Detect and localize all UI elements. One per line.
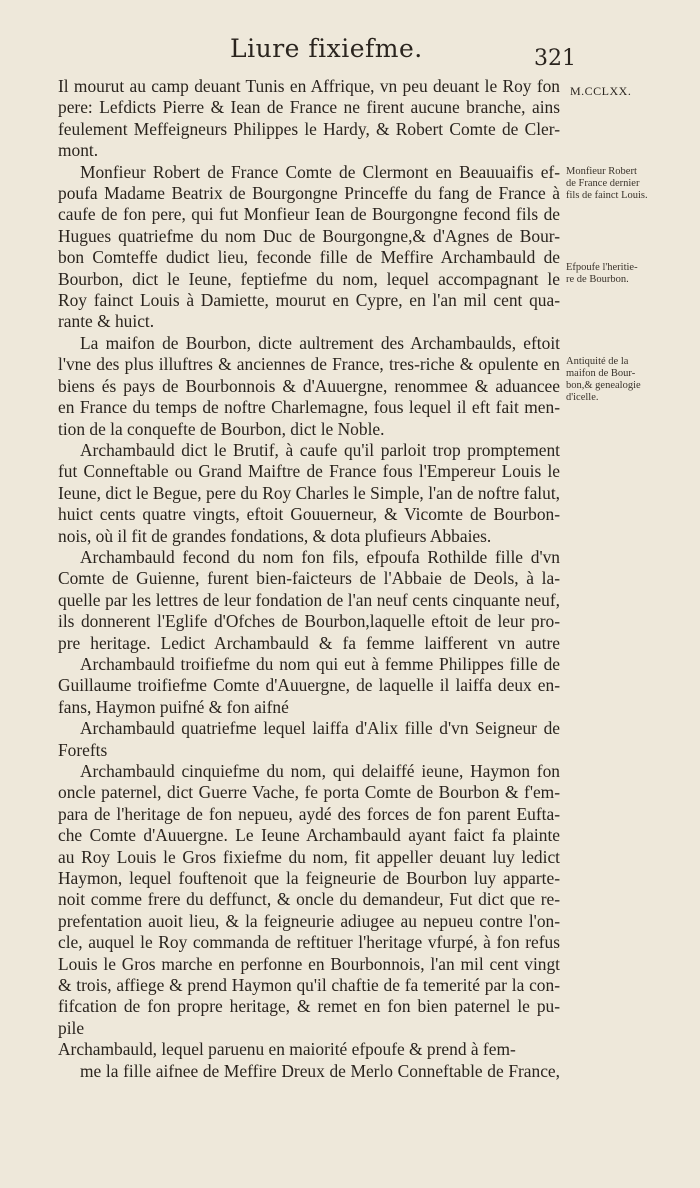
- margin-note: [566, 166, 686, 202]
- text-line: Monfieur Robert de France Comte de Clermont en Beauuaifis ef-: [80, 161, 560, 182]
- text-line: au Roy Louis le Gros fixiefme du nom, fit appeller deuant luy ledict: [58, 846, 560, 867]
- text-line: La maifon de Bourbon, dicte aultrement des Archambaulds, eftoit: [80, 332, 560, 353]
- text-line: fifcation de fon propre heritage, & remet en fon bien paternel le pu-: [58, 996, 560, 1017]
- text-line: Haymon, lequel fouftenoit que la feigneurie de Bourbon luy apparte-: [58, 868, 560, 889]
- text-line: caufe de fon pere, qui fut Monfieur Iean de Bourgongne fecond fils de: [58, 204, 560, 225]
- text-line: Guillaume troifiefme Comte d'Auuergne, de laquelle il laiffa deux en-: [58, 675, 560, 696]
- text-line: Louis le Gros marche en perfonne en Bourbonnois, l'an mil cent vingt: [58, 953, 560, 974]
- text-line: Ieune, dict le Begue, pere du Roy Charles le Simple, l'an de noftre falut,: [58, 482, 560, 503]
- text-line: pre heritage. Ledict Archambauld & fa femme laifferent vn autre: [58, 632, 560, 653]
- text-line: noit comme frere du deffunct, & oncle du demandeur, Fut dict que re-: [58, 889, 560, 910]
- margin-note-line: maifon de Bour-: [566, 368, 636, 379]
- text-line: cle, auquel le Roy commanda de reftituer l'heritage vfurpé, à fon refus: [58, 932, 560, 953]
- text-line: mont.: [58, 140, 99, 161]
- text-line: pile: [58, 1017, 85, 1038]
- margin-note-line: re de Bourbon.: [566, 274, 629, 285]
- text-line: huict cents quatre vingts, eftoit Gouuerneur, & Vicomte de Bourbon-: [58, 504, 560, 525]
- text-line: fut Conneftable ou Grand Maiftre de France fous l'Empereur Louis le: [58, 461, 560, 482]
- margin-date: M.CCLXX.: [570, 84, 632, 98]
- text-line: feulement Meffeigneurs Philippes le Hardy, & Robert Comte de Cler-: [58, 118, 560, 139]
- margin-note-line: Antiquité de la: [566, 356, 629, 367]
- margin-note-line: de France dernier: [566, 178, 640, 189]
- body-text: [58, 76, 560, 1082]
- text-line: ils donnerent l'Eglife d'Ofches de Bourbon,laquelle eftoit de leur pro-: [58, 611, 560, 632]
- text-line: nois, où il fit de grandes fondations, & dota plufieurs Abbaies.: [58, 525, 492, 546]
- text-line: prefentation auoit lieu, & la feigneurie adiugee au nepueu contre l'on-: [58, 910, 560, 931]
- margin-note-line: Monfieur Robert: [566, 166, 637, 177]
- margin-note-line: bon,& genealogie: [566, 380, 641, 391]
- page-number: 321: [534, 46, 576, 71]
- text-line: Archambauld fecond du nom fon fils, efpoufa Rothilde fille d'vn: [80, 546, 560, 567]
- margin-note: [566, 356, 686, 404]
- running-title: Liure fixiefme.: [230, 34, 423, 63]
- text-line: Archambauld dict le Brutif, à caufe qu'il parloit trop promptement: [80, 439, 560, 460]
- text-line: fans, Haymon puifné & fon aifné: [58, 696, 289, 717]
- margin-note: [566, 262, 686, 286]
- text-line: oncle paternel, dict Guerre Vache, fe porta Comte de Bourbon & f'em-: [58, 782, 560, 803]
- text-line: en France du temps de noftre Charlemagne, fous lequel il eft fait men-: [58, 397, 560, 418]
- text-line: me la fille aifnee de Meffire Dreux de Merlo Conneftable de France,: [80, 1060, 560, 1081]
- text-line: Il mourut au camp deuant Tunis en Affrique, vn peu deuant le Roy fon: [58, 76, 560, 96]
- text-line: quelle par les lettres de leur fondation de l'an neuf cents cinquante neuf,: [58, 589, 560, 610]
- text-line: Comte de Guienne, furent bien-faicteurs de l'Abbaie de Deols, à la-: [58, 568, 560, 589]
- text-line: Forefts: [58, 739, 108, 760]
- text-line: l'vne des plus illuftres & anciennes de France, tres-riche & opulente en: [58, 354, 560, 375]
- text-line: para de l'heritage de fon nepueu, aydé des forces de fon parent Eufta-: [58, 803, 560, 824]
- text-line: Archambauld troifiefme du nom qui eut à femme Philippes fille de: [80, 653, 560, 674]
- text-line: pere: Lefdicts Pierre & Iean de France ne firent aucune branche, ains: [58, 97, 560, 118]
- text-line: & trois, affiege & prend Haymon qu'il chaftie de fa temerité par la con-: [58, 975, 560, 996]
- text-line: Roy fainct Louis à Damiette, mourut en Cypre, en l'an mil cent qua-: [58, 290, 560, 311]
- text-line: Archambauld, lequel paruenu en maiorité efpoufe & prend à fem-: [58, 1039, 516, 1060]
- text-line: tion de la conquefte de Bourbon, dict le Noble.: [58, 418, 385, 439]
- text-line: Hugues quatriefme du nom Duc de Bourgongne,& d'Agnes de Bour-: [58, 225, 560, 246]
- text-line: rante & huict.: [58, 311, 155, 332]
- text-line: Bourbon, dict le Ieune, feptiefme du nom, lequel accompagnant le: [58, 268, 560, 289]
- text-line: biens és pays de Bourbonnois & d'Auuergne, renommee & aduancee: [58, 375, 560, 396]
- margin-note-line: d'icelle.: [566, 392, 599, 403]
- margin-note-line: fils de fainct Louis.: [566, 190, 648, 201]
- text-line: che Comte d'Auuergne. Le Ieune Archambauld ayant faict fa plainte: [58, 825, 560, 846]
- text-line: bon Comteffe dudict lieu, feconde fille de Meffire Archambauld de: [58, 247, 560, 268]
- text-line: poufa Madame Beatrix de Bourgongne Princeffe du fang de France à: [58, 183, 560, 204]
- margin-note-line: Efpoufe l'heritie-: [566, 262, 638, 273]
- text-line: Archambauld quatriefme lequel laiffa d'Alix fille d'vn Seigneur de: [80, 718, 560, 739]
- text-line: Archambauld cinquiefme du nom, qui delaiffé ieune, Haymon fon: [80, 761, 560, 781]
